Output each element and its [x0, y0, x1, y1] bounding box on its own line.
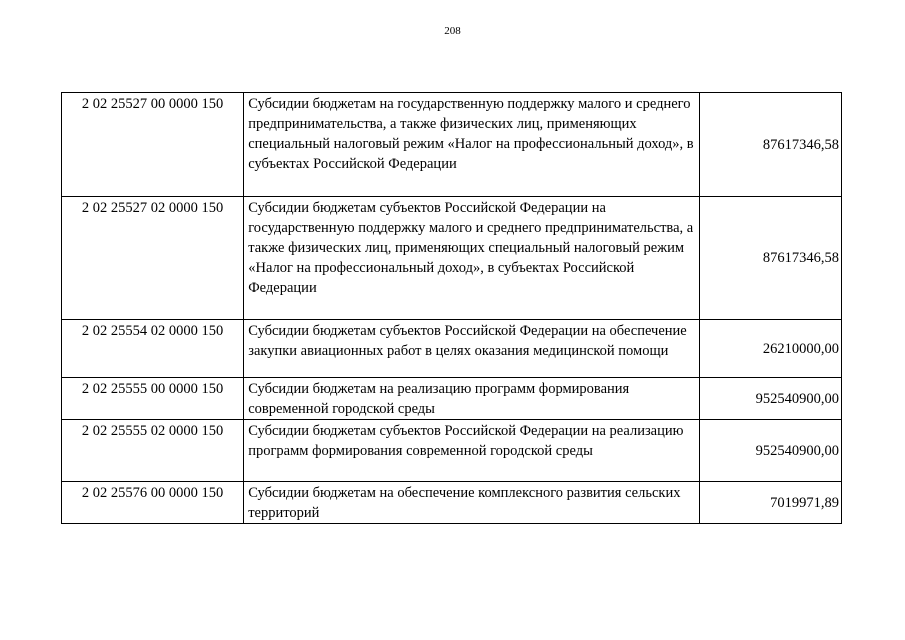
- amount-cell: 952540900,00: [699, 378, 841, 420]
- description-cell: Субсидии бюджетам на государственную поддержку малого и среднего предпринимательства, а также физических лиц, применяющих специальный налоговый режим «Налог на профессиональный доход», в субъектах Российской Федерации: [244, 93, 700, 197]
- table-row: [62, 93, 842, 197]
- table-row: [62, 482, 842, 524]
- budget-code-cell: 2 02 25527 02 0000 150: [62, 197, 244, 320]
- amount-cell: 87617346,58: [699, 93, 841, 197]
- description-cell: Субсидии бюджетам субъектов Российской Федерации на реализацию программ формирования современной городской среды: [244, 420, 700, 482]
- budget-code-cell: 2 02 25576 00 0000 150: [62, 482, 244, 524]
- amount-cell: 952540900,00: [699, 420, 841, 482]
- table-row: [62, 420, 842, 482]
- description-cell: Субсидии бюджетам субъектов Российской Федерации на обеспечение закупки авиационных работ в целях оказания медицинской помощи: [244, 320, 700, 378]
- table-row: [62, 197, 842, 320]
- description-cell: Субсидии бюджетам на реализацию программ формирования современной городской среды: [244, 378, 700, 420]
- budget-code-cell: 2 02 25554 02 0000 150: [62, 320, 244, 378]
- description-cell: Субсидии бюджетам субъектов Российской Федерации на государственную поддержку малого и среднего предпринимательства, а также физических лиц, применяющих специальный налоговый режим «Налог на профессиональный доход», в субъектах Российской Федерации: [244, 197, 700, 320]
- amount-cell: 26210000,00: [699, 320, 841, 378]
- budget-revenue-table: [61, 92, 842, 524]
- table-row: [62, 320, 842, 378]
- page-number: 208: [444, 25, 461, 37]
- amount-cell: 87617346,58: [699, 197, 841, 320]
- budget-code-cell: 2 02 25527 00 0000 150: [62, 93, 244, 197]
- budget-code-cell: 2 02 25555 02 0000 150: [62, 420, 244, 482]
- description-cell: Субсидии бюджетам на обеспечение комплексного развития сельских территорий: [244, 482, 700, 524]
- amount-cell: 7019971,89: [699, 482, 841, 524]
- budget-code-cell: 2 02 25555 00 0000 150: [62, 378, 244, 420]
- table-row: [62, 378, 842, 420]
